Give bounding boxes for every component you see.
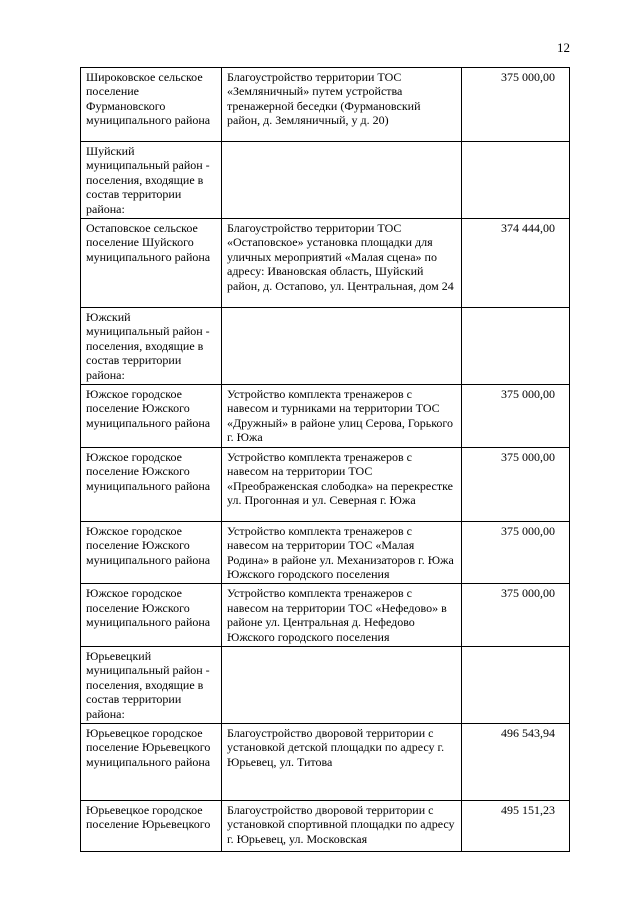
settlement-cell: Юрьевецкое городское поселение Юрьевецкого xyxy=(81,800,222,851)
amount-cell: 496 543,94 xyxy=(462,723,570,800)
settlement-cell: Юрьевецкое городское поселение Юрьевецкого муниципального района xyxy=(81,723,222,800)
amount-cell xyxy=(462,308,570,385)
amount-cell: 375 000,00 xyxy=(462,584,570,647)
description-cell xyxy=(222,308,462,385)
amount-cell xyxy=(462,142,570,219)
table-row xyxy=(81,68,570,142)
settlement-cell: Остаповское сельское поселение Шуйского муниципального района xyxy=(81,219,222,308)
settlement-cell: Южский муниципальный район - поселения, входящие в состав территории района: xyxy=(81,308,222,385)
table-row xyxy=(81,723,570,800)
settlement-cell: Юрьевецкий муниципальный район - поселения, входящие в состав территории района: xyxy=(81,646,222,723)
table-row xyxy=(81,521,570,584)
description-cell xyxy=(222,142,462,219)
table-row xyxy=(81,646,570,723)
settlement-cell: Южское городское поселение Южского муниципального района xyxy=(81,521,222,584)
settlement-cell: Южское городское поселение Южского муниципального района xyxy=(81,385,222,448)
amount-cell: 375 000,00 xyxy=(462,521,570,584)
description-cell: Устройство комплекта тренажеров с навесом на территории ТОС «Преображенская слободка» на перекрестке ул. Прогонная и ул. Северная г. Южа xyxy=(222,447,462,521)
settlement-cell: Южское городское поселение Южского муниципального района xyxy=(81,584,222,647)
amount-cell: 375 000,00 xyxy=(462,385,570,448)
description-cell: Устройство комплекта тренажеров с навесом на территории ТОС «Нефедово» в районе ул. Центральная д. Нефедово Южского городского поселения xyxy=(222,584,462,647)
table-row xyxy=(81,219,570,308)
amount-cell: 375 000,00 xyxy=(462,447,570,521)
settlement-cell: Шуйский муниципальный район - поселения, входящие в состав территории района: xyxy=(81,142,222,219)
table-row xyxy=(81,800,570,851)
amount-cell: 375 000,00 xyxy=(462,68,570,142)
amount-cell: 495 151,23 xyxy=(462,800,570,851)
table-row xyxy=(81,385,570,448)
description-cell: Благоустройство территории ТОС «Земляничный» путем устройства тренажерной беседки (Фурмановский район, д. Земляничный, у д. 20) xyxy=(222,68,462,142)
settlement-cell: Широковское сельское поселение Фурмановского муниципального района xyxy=(81,68,222,142)
projects-table xyxy=(80,67,570,852)
description-cell: Устройство комплекта тренажеров с навесом и турниками на территории ТОС «Дружный» в районе улиц Серова, Горького г. Южа xyxy=(222,385,462,448)
amount-cell xyxy=(462,646,570,723)
description-cell: Благоустройство территории ТОС «Остаповское» установка площадки для уличных мероприятий «Малая сцена» по адресу: Ивановская область, Шуйский район, д. Остапово, ул. Центральная, дом 24 xyxy=(222,219,462,308)
description-cell: Благоустройство дворовой территории с установкой детской площадки по адресу г. Юрьевец, ул. Титова xyxy=(222,723,462,800)
table-row xyxy=(81,142,570,219)
projects-table-body xyxy=(81,68,570,852)
page-number: 12 xyxy=(557,40,570,55)
description-cell: Благоустройство дворовой территории с установкой спортивной площадки по адресу г. Юрьевец, ул. Московская xyxy=(222,800,462,851)
amount-cell: 374 444,00 xyxy=(462,219,570,308)
description-cell: Устройство комплекта тренажеров с навесом на территории ТОС «Малая Родина» в районе ул. Механизаторов г. Южа Южского городского поселения xyxy=(222,521,462,584)
settlement-cell: Южское городское поселение Южского муниципального района xyxy=(81,447,222,521)
table-row xyxy=(81,308,570,385)
table-row xyxy=(81,584,570,647)
table-row xyxy=(81,447,570,521)
description-cell xyxy=(222,646,462,723)
